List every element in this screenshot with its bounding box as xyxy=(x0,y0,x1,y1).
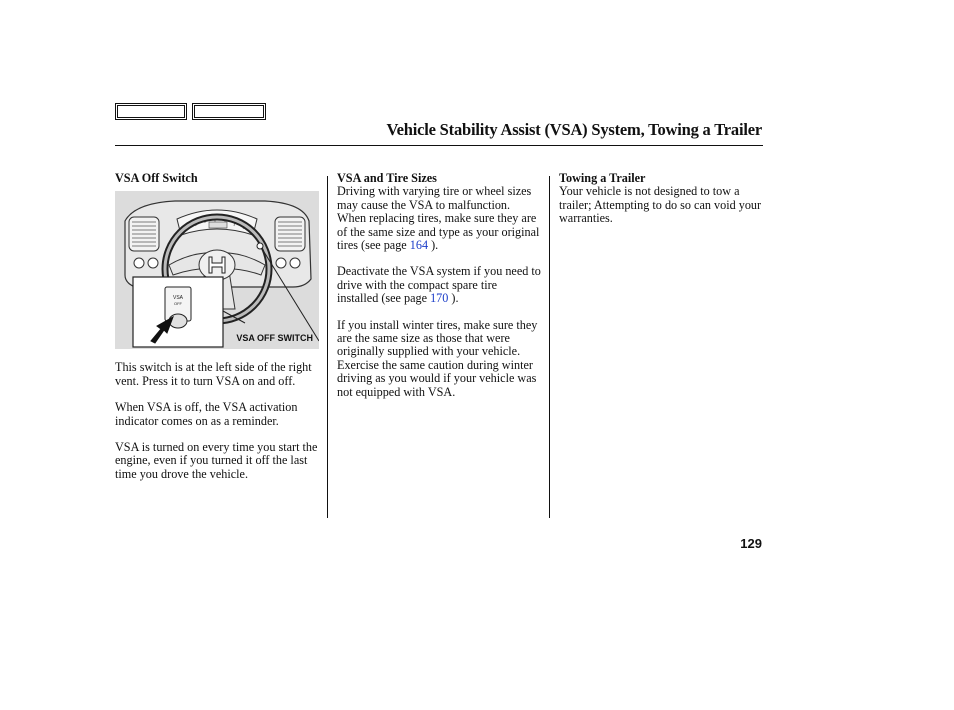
section-heading-tire-sizes: VSA and Tire Sizes xyxy=(337,171,437,185)
paragraph-switch-location: This switch is at the left side of the right vent. Press it to turn VSA on and off. xyxy=(115,360,312,388)
column-divider-1 xyxy=(327,176,328,518)
paragraph-tire-sizes-text: Driving with varying tire or wheel sizes may cause the VSA to malfunction. When replacing tires, make sure they are of the same size and type as your original tires (see page xyxy=(337,184,540,253)
paragraph-spare-tire xyxy=(337,265,541,305)
section-heading-vsa-off-switch: VSA Off Switch xyxy=(115,171,198,185)
dashboard-illustration xyxy=(115,191,319,349)
page-title: Vehicle Stability Assist (VSA) System, Towing a Trailer xyxy=(386,120,762,139)
dashboard-figure xyxy=(115,191,319,349)
paragraph-indicator: When VSA is off, the VSA activation indicator comes on as a reminder. xyxy=(115,400,298,428)
nav-tab-box-left[interactable] xyxy=(115,103,187,120)
paragraph-winter-tires: If you install winter tires, make sure they are the same size as those that were originally supplied with your vehicle. Exercise the same caution during winter driving as you would if your vehicle was not equipped with VSA. xyxy=(337,317,538,399)
svg-text:OFF: OFF xyxy=(174,301,182,307)
figure-caption: VSA OFF SWITCH xyxy=(236,333,313,343)
column-divider-2 xyxy=(549,176,550,518)
page-link-170[interactable]: 170 xyxy=(430,291,449,306)
paragraph-spare-tire-end: ). xyxy=(448,291,459,306)
title-divider xyxy=(115,145,763,146)
section-heading-towing: Towing a Trailer xyxy=(559,171,646,185)
paragraph-tire-sizes-end: ). xyxy=(428,238,439,253)
page-number: 129 xyxy=(740,536,762,551)
svg-text:VSA: VSA xyxy=(172,295,184,302)
column-vsa-off-switch xyxy=(115,172,320,494)
nav-tab-box-right[interactable] xyxy=(192,103,266,120)
paragraph-spare-tire-text: Deactivate the VSA system if you need to drive with the compact spare tire installed (see page xyxy=(337,264,541,306)
paragraph-towing: Your vehicle is not designed to tow a trailer; Attempting to do so can void your warranties. xyxy=(559,184,762,226)
paragraph-default-on: VSA is turned on every time you start the engine, even if you turned it off the last time you drove the vehicle. xyxy=(115,440,318,481)
column-towing xyxy=(559,172,763,239)
paragraph-tire-sizes xyxy=(337,185,541,252)
page-link-164[interactable]: 164 xyxy=(409,238,429,253)
column-tire-sizes xyxy=(337,172,541,412)
